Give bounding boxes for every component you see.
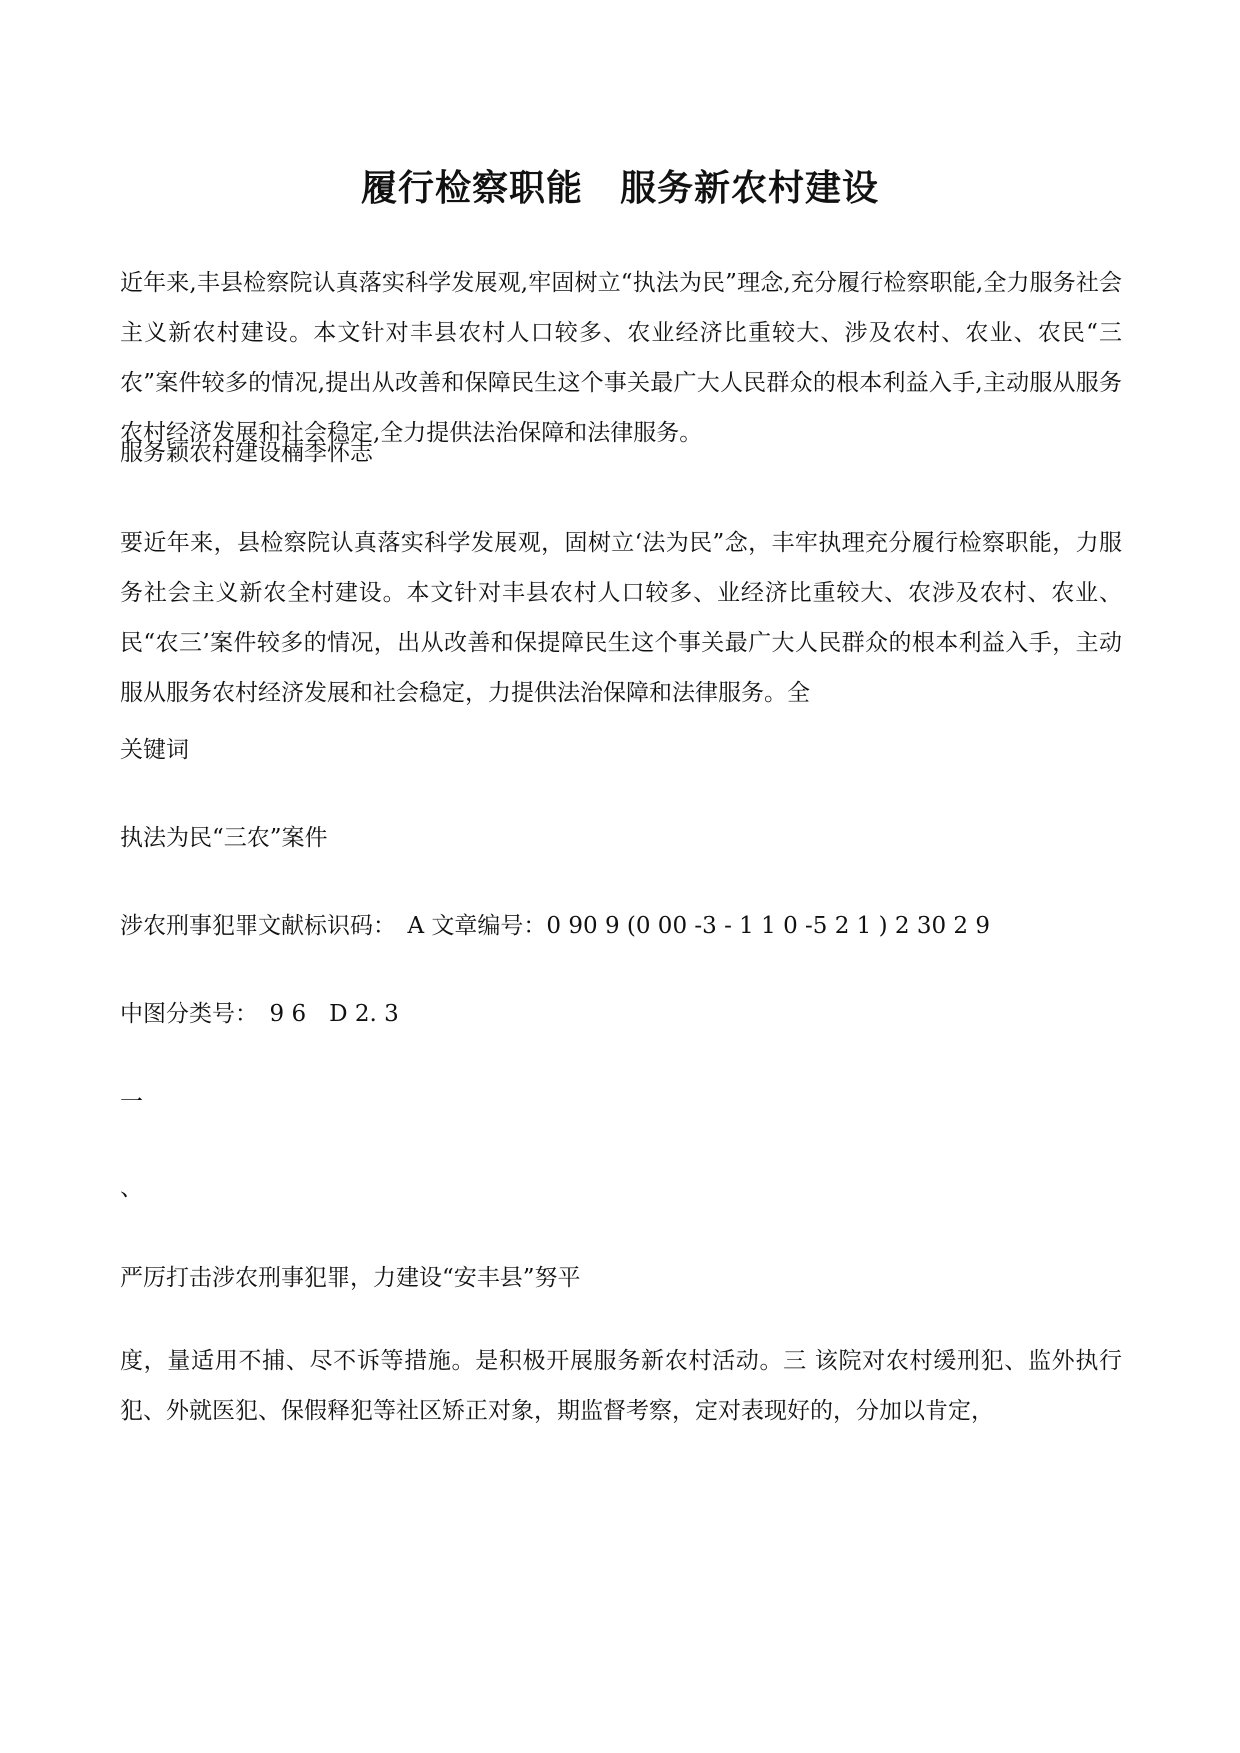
section-heading: 严厉打击涉农刑事犯罪，力建设“安丰县”努平: [120, 1265, 581, 1291]
keywords-text: 执法为民“三农”案件: [120, 825, 328, 851]
document-id-line: 涉农刑事犯罪文献标识码： A 文章编号：0 90 9 (0 00 -3 - 1 1 0 -5 2 1 ) 2 30 2 9: [120, 913, 991, 939]
abstract-repeat-paragraph: 要近年来，县检察院认真落实科学发展观，固树立‘法为民”念，丰牢执理充分履行检察职能，力服务社会主义新农全村建设。本文针对丰县农村人口较多、业经济比重较大、农涉及农村、农业、民“农三’案件较多的情况，出从改善和保提障民生这个事关最广大人民群众的根本利益入手，主动服从服务农村经济发展和社会稳定，力提供法治保障和法律服务。全: [120, 530, 1122, 706]
author-line: 服务颖农村建设楠李怀志: [120, 440, 373, 466]
abstract-paragraph: 近年来,丰县检察院认真落实科学发展观,牢固树立“执法为民”理念,充分履行检察职能,全力服务社会主义新农村建设。本文针对丰县农村人口较多、农业经济比重较大、涉及农村、农业、农民“三农”案件较多的情况,提出从改善和保障民生这个事关最广大人民群众的根本利益入手,主动服从服务农村经济发展和社会稳定,全力提供法治保障和法律服务。: [120, 270, 1122, 446]
classification-line: 中图分类号： 9 6 D 2. 3: [120, 1001, 399, 1027]
section-number: 一: [120, 1089, 143, 1115]
body-paragraph: 度，量适用不捕、尽不诉等措施。是积极开展服务新农村活动。三 该院对农村缓刑犯、监外执行犯、外就医犯、保假释犯等社区矫正对象，期监督考察，定对表现好的，分加以肯定，: [120, 1348, 1122, 1424]
document-title: 履行检察职能 服务新农村建设: [360, 167, 879, 209]
keywords-label: 关键词: [120, 737, 189, 763]
section-mark: 、: [120, 1175, 143, 1201]
